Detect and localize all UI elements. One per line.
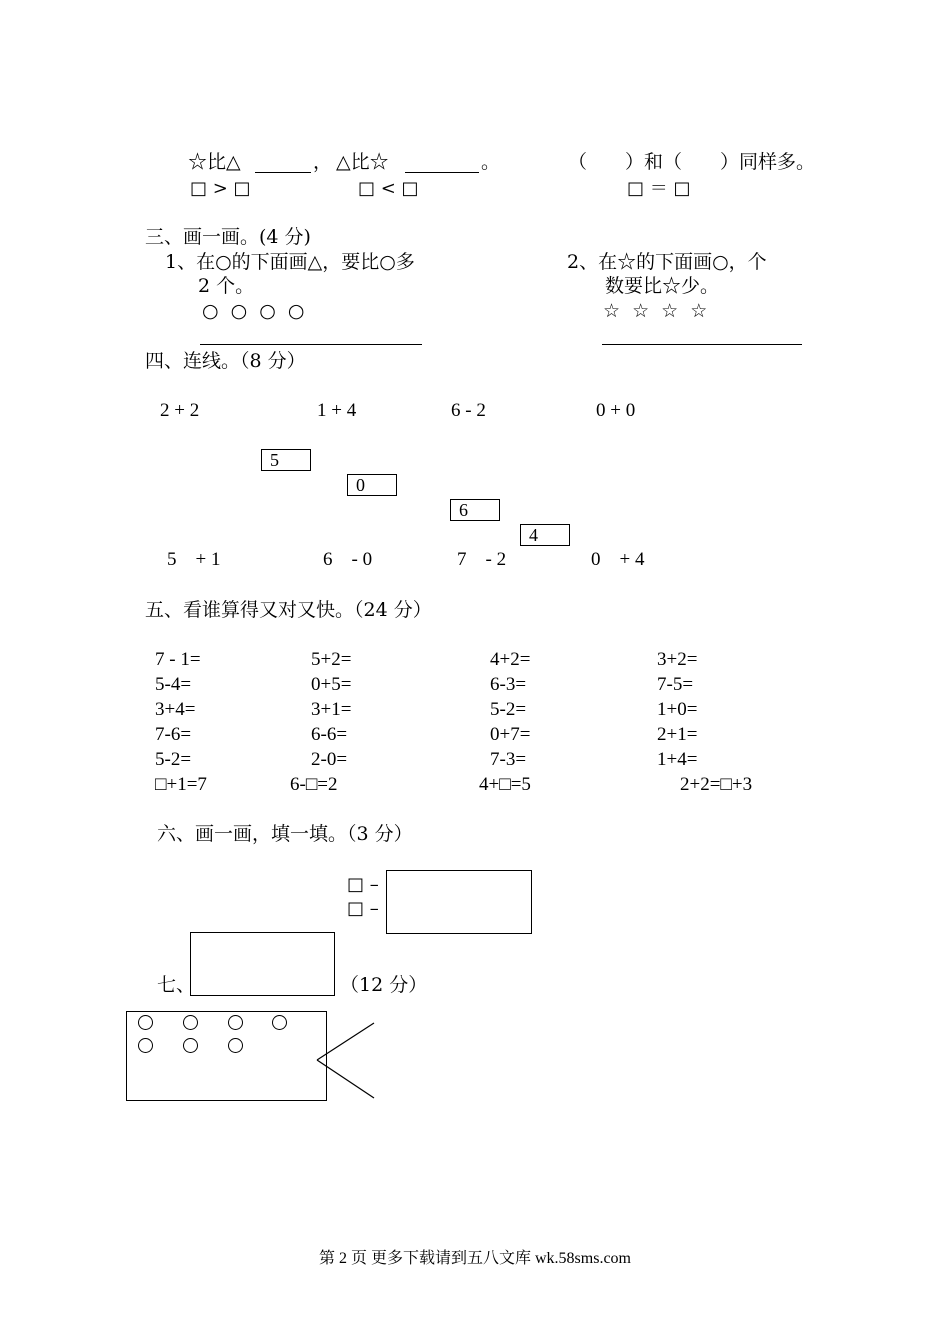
- arithmetic-problem: 7-6=: [155, 724, 192, 745]
- circle-icon: [272, 1015, 287, 1030]
- match-number-box: 5: [261, 449, 311, 471]
- q2-stars: ☆ ☆ ☆ ☆: [603, 300, 711, 322]
- match-expression: 0 + 0: [596, 400, 636, 421]
- q1-instruction-cont: 2 个。: [198, 275, 255, 297]
- match-expression: 7 - 2: [457, 549, 507, 570]
- bracket-lines: [310, 1018, 380, 1103]
- section-6-title: 六、画一画，填一填。（3 分）: [157, 823, 413, 845]
- arithmetic-problem: 5-4=: [155, 674, 192, 695]
- match-number-box: 0: [347, 474, 397, 496]
- compare-equal-boxes: □ ＝ □: [627, 178, 691, 199]
- arithmetic-problem: 4+2=: [490, 649, 531, 670]
- compare-greater-boxes: □ > □: [190, 178, 251, 199]
- fill-row-1: □ –: [347, 874, 379, 895]
- page-footer: 第 2 页 更多下载请到五八文库 wk.58sms.com: [318, 1250, 631, 1267]
- compare-period: 。: [481, 151, 501, 173]
- arithmetic-problem: 2+1=: [657, 724, 698, 745]
- fill-row-2: □ –: [347, 898, 379, 919]
- circle-group-box: [126, 1011, 327, 1101]
- arithmetic-problem: 3+1=: [311, 699, 352, 720]
- q1-draw-line: [200, 344, 422, 345]
- arithmetic-problem: 1+4=: [657, 749, 698, 770]
- match-expression: 2 + 2: [160, 400, 200, 421]
- arithmetic-problem: 5+2=: [311, 649, 352, 670]
- match-number-box: 4: [520, 524, 570, 546]
- section-4-title: 四、连线。（8 分）: [145, 350, 306, 372]
- circle-icon: [228, 1015, 243, 1030]
- arithmetic-problem: 1+0=: [657, 699, 698, 720]
- section-7-score: （12 分）: [340, 974, 428, 996]
- picture-box: [190, 932, 335, 996]
- section-5-title: 五、看谁算得又对又快。（24 分）: [145, 599, 432, 621]
- arithmetic-problem: 0+5=: [311, 674, 352, 695]
- answer-blank: [255, 172, 311, 173]
- q2-draw-line: [602, 344, 802, 345]
- arithmetic-problem: 5-2=: [155, 749, 192, 770]
- match-expression: 6 - 0: [323, 549, 373, 570]
- compare-comma: ，: [313, 151, 333, 173]
- arithmetic-problem: 7-5=: [657, 674, 694, 695]
- picture-box: [386, 870, 532, 934]
- match-expression: 6 - 2: [451, 400, 486, 421]
- arithmetic-problem: 2-0=: [311, 749, 348, 770]
- arithmetic-problem: 3+4=: [155, 699, 196, 720]
- arithmetic-problem: 7 - 1=: [155, 649, 201, 670]
- arithmetic-problem: 2+2=□+3: [680, 774, 753, 795]
- section-3-title: 三、画一画。(4 分): [145, 226, 311, 248]
- q2-instruction: 2、在☆的下面画○，个: [567, 251, 767, 273]
- arithmetic-problem: □+1=7: [155, 774, 207, 795]
- section-7-prefix: 七、: [157, 974, 196, 996]
- match-expression: 5 + 1: [167, 549, 221, 570]
- circle-icon: [228, 1038, 243, 1053]
- arithmetic-problem: 6-6=: [311, 724, 348, 745]
- arithmetic-problem: 5-2=: [490, 699, 527, 720]
- compare-less-boxes: □ < □: [358, 178, 419, 199]
- match-expression: 1 + 4: [317, 400, 357, 421]
- q1-instruction: 1、在○的下面画△，要比○多: [165, 251, 415, 273]
- match-number-box: 6: [450, 499, 500, 521]
- arithmetic-problem: 6-3=: [490, 674, 527, 695]
- circle-icon: [138, 1038, 153, 1053]
- q1-circles: ○ ○ ○ ○: [202, 300, 308, 322]
- compare-triangle-vs-star: △比☆: [336, 151, 389, 173]
- arithmetic-problem: 0+7=: [490, 724, 531, 745]
- circle-icon: [138, 1015, 153, 1030]
- circle-icon: [183, 1038, 198, 1053]
- arithmetic-problem: 3+2=: [657, 649, 698, 670]
- arithmetic-problem: 7-3=: [490, 749, 527, 770]
- match-expression: 0 + 4: [591, 549, 645, 570]
- circle-icon: [183, 1015, 198, 1030]
- compare-same-amount: （ ）和（ ）同样多。: [568, 151, 816, 173]
- arithmetic-problem: 4+□=5: [479, 774, 531, 795]
- answer-blank: [405, 172, 479, 173]
- q2-instruction-cont: 数要比☆少。: [605, 275, 720, 297]
- compare-star-vs-triangle: ☆比△: [188, 151, 241, 173]
- arithmetic-problem: 6-□=2: [290, 774, 338, 795]
